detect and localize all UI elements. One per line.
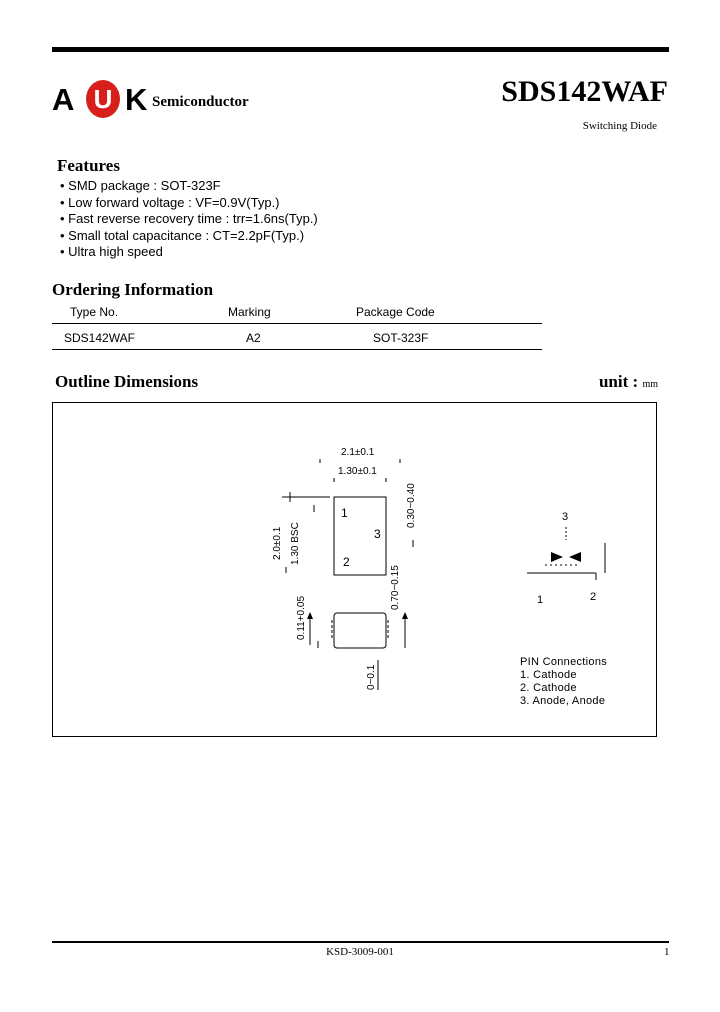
table-header-package: Package Code [356, 305, 435, 319]
package-pin-1: 1 [341, 506, 348, 520]
symbol-pin-2: 2 [590, 591, 597, 603]
table-cell-type: SDS142WAF [64, 331, 135, 345]
dim-top-width: 2.1±0.1 [341, 447, 375, 458]
outline-title: Outline Dimensions [55, 372, 199, 391]
diode-right-triangle [569, 552, 581, 562]
dim-standoff: 0~0.1 [366, 664, 377, 690]
table-cell-marking: A2 [246, 331, 261, 345]
package-pin-2: 2 [343, 555, 350, 569]
feature-item: • Ultra high speed [60, 244, 163, 259]
dim-pitch: 1.30 BSC [290, 522, 301, 565]
diode-left-triangle [551, 552, 563, 562]
dim-thickness-body: 0.70~0.15 [390, 565, 401, 610]
table-header-type: Type No. [70, 305, 119, 319]
pin-connection-item: 3. Anode, Anode [520, 695, 606, 707]
feature-item: • Small total capacitance : CT=2.2pF(Typ.) [60, 227, 305, 243]
feature-item: • SMD package : SOT-323F [60, 178, 221, 193]
feature-item: • Low forward voltage : VF=0.9V(Typ.) [60, 194, 280, 210]
dim-thickness-lead: 0.11+0.05 [296, 595, 307, 640]
symbol-pin-1: 1 [537, 594, 544, 606]
symbol-pin-3: 3 [562, 511, 569, 523]
logo-word: Semiconductor [152, 94, 249, 110]
package-pin-3: 3 [374, 527, 381, 541]
unit-value: mm [642, 379, 658, 390]
features-title: Features [57, 156, 120, 175]
dim-body-width: 1.30±0.1 [338, 466, 377, 477]
device-subtitle: Switching Diode [582, 120, 657, 132]
unit-prefix: unit : [598, 372, 639, 391]
feature-item: • Fast reverse recovery time : trr=1.6ns(Typ.) [60, 211, 318, 226]
bottom-rule [52, 941, 669, 943]
dim-height: 2.0±0.1 [272, 526, 283, 560]
document-code: KSD-3009-001 [326, 946, 394, 958]
pin-connection-item: 1. Cathode [520, 669, 577, 681]
logo-letter-a: A [52, 82, 75, 117]
ordering-title: Ordering Information [52, 280, 214, 299]
table-cell-package: SOT-323F [373, 331, 429, 345]
pin-connections-title: PIN Connections [520, 656, 608, 668]
dim-lead: 0.30~0.40 [406, 483, 417, 528]
logo-letter-u: U [86, 80, 120, 118]
page-number: 1 [664, 946, 670, 958]
pin-connection-item: 2. Cathode [520, 682, 577, 694]
pin-connections [520, 656, 607, 708]
table-header-marking: Marking [228, 305, 271, 319]
logo-letter-k: K [125, 82, 148, 117]
part-number: SDS142WAF [501, 75, 668, 108]
